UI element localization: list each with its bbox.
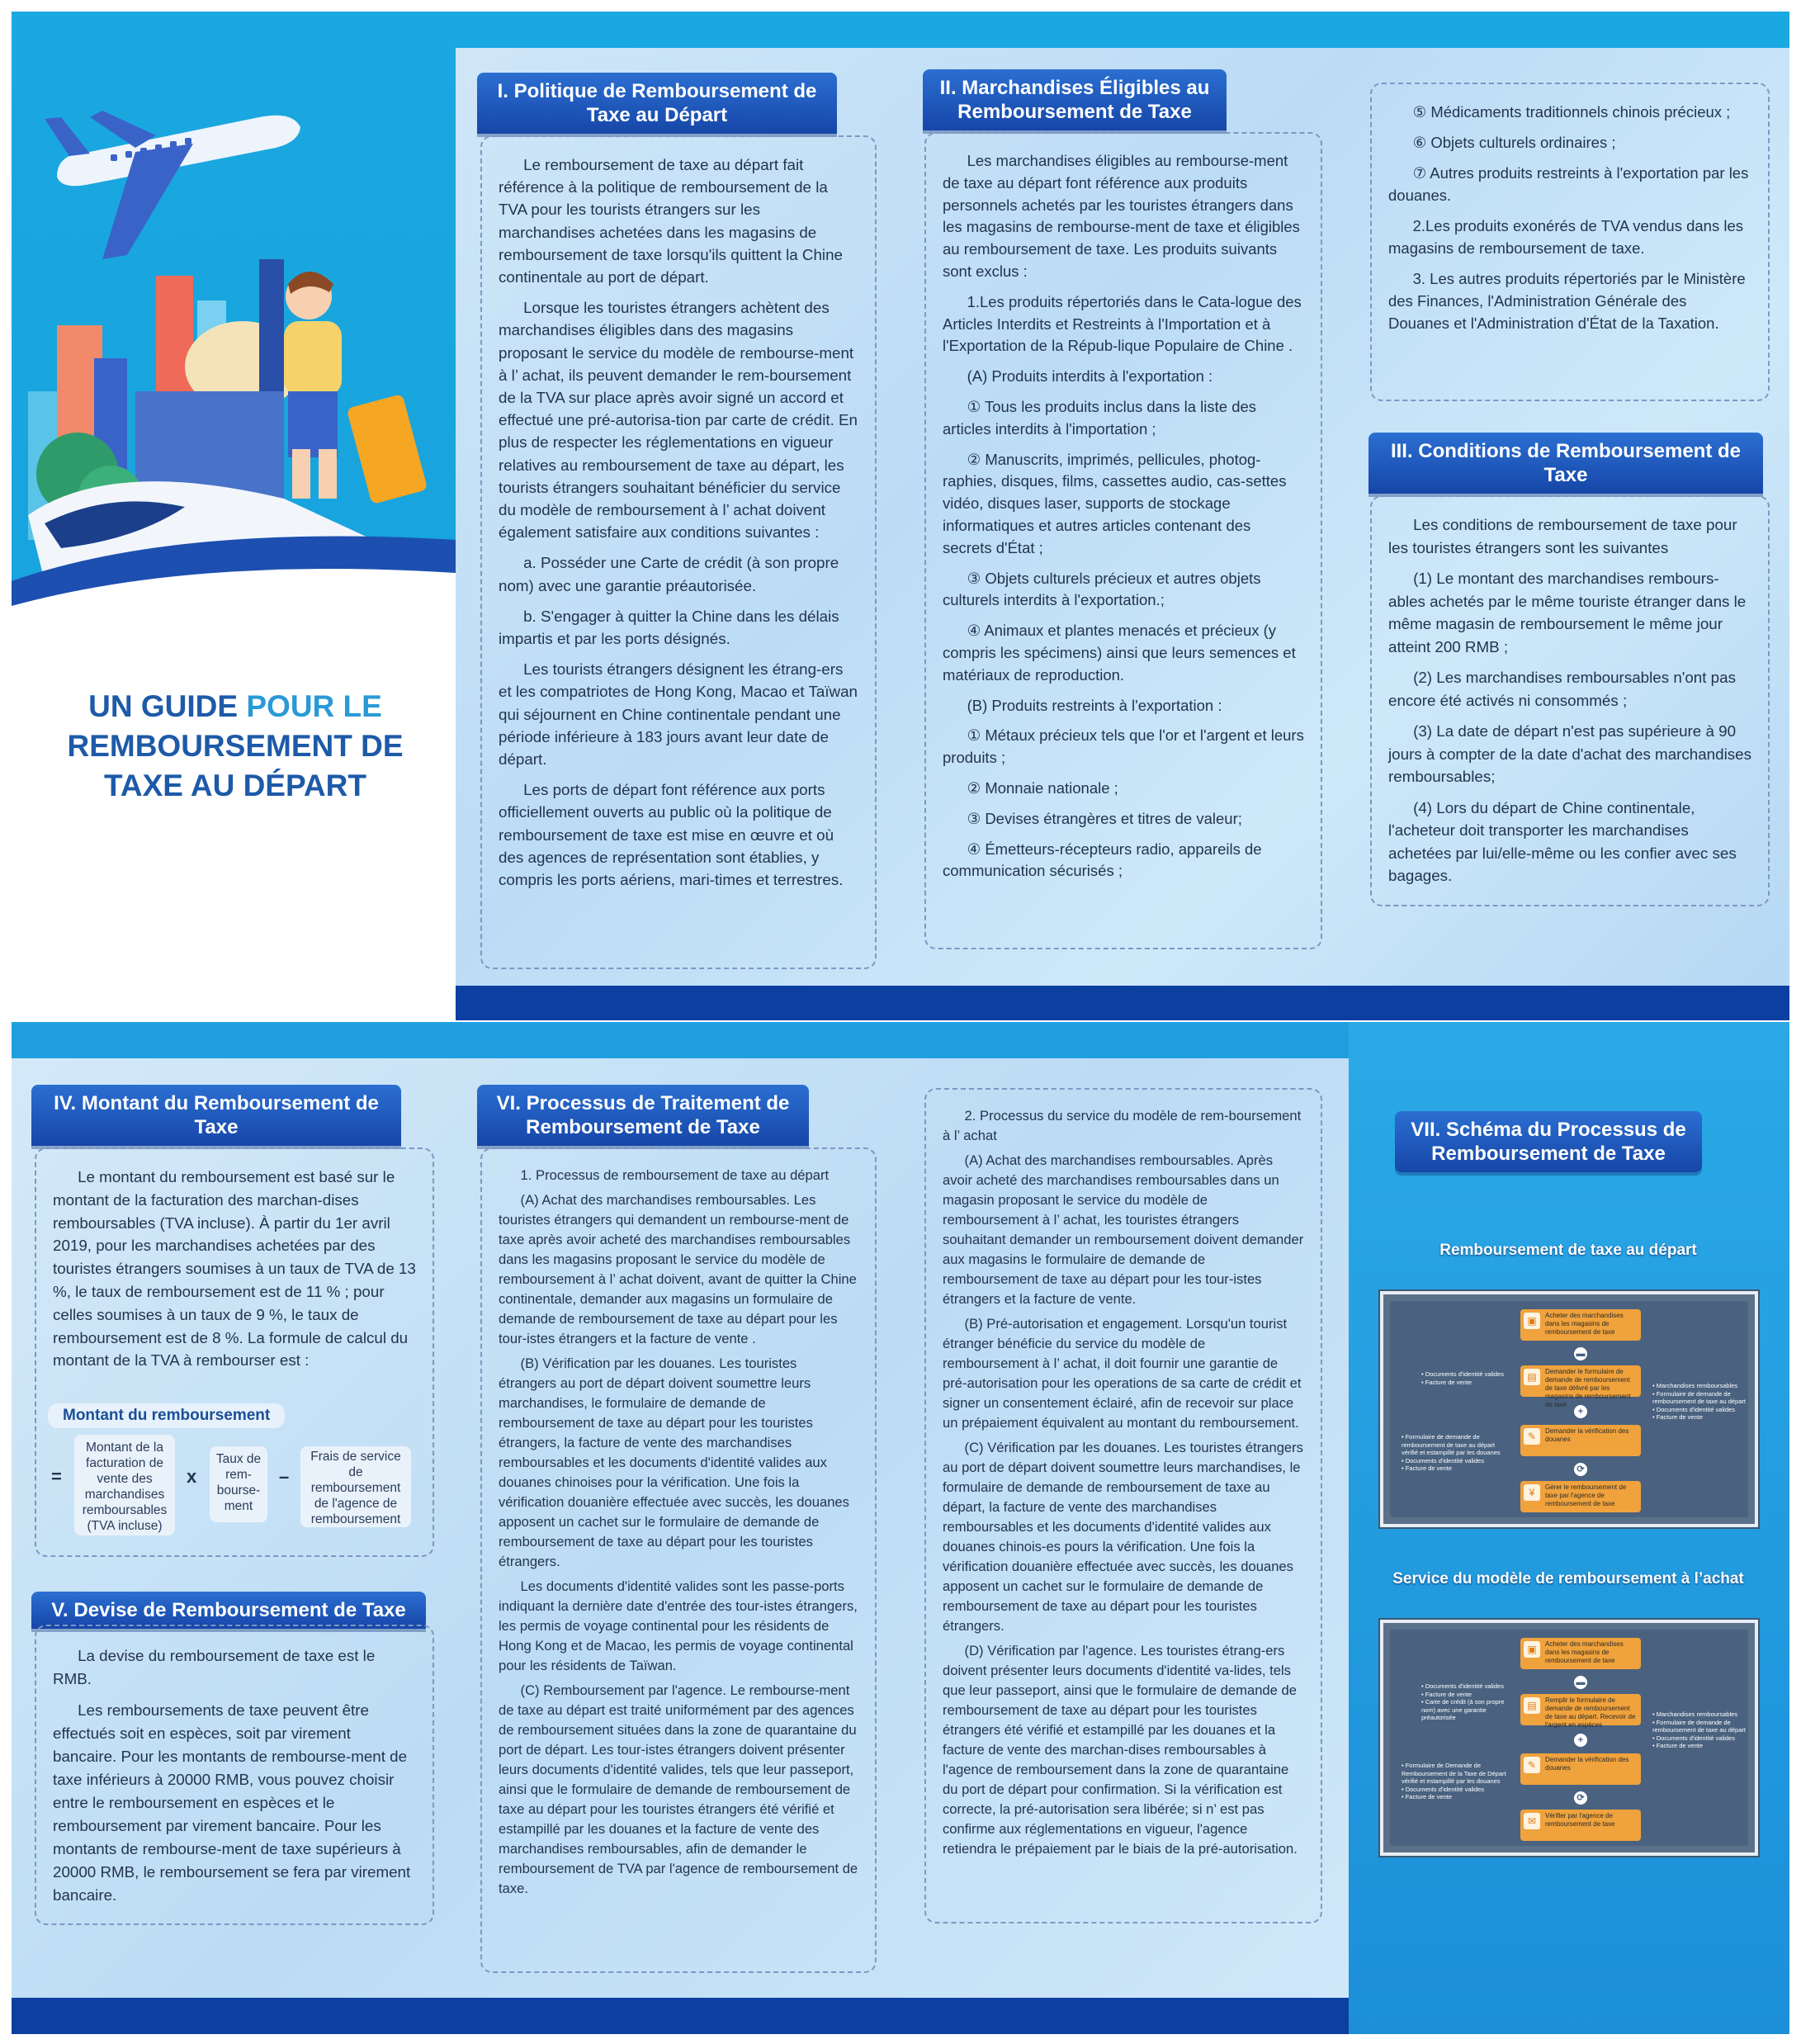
section3-paragraph: (4) Lors du départ de Chine continentale, l'acheteur doit transporter les marchandises achetées par lui/elle-même ou les confier avec ses bagages. xyxy=(1388,798,1737,884)
top-footer-strip xyxy=(456,986,1789,1020)
envelope-icon: ✉ xyxy=(1524,1813,1540,1829)
section3-paragraph: (2) Les marchandises remboursables n'ont pas encore été activés ni consommés ; xyxy=(1388,669,1736,709)
section2-paragraph: ② Monnaie nationale ; xyxy=(967,778,1118,797)
section6-paragraph: (B) Pré-autorisation et engagement. Lorsqu'un tourist étranger bénéficie du service du modèle de remboursement à l’ achat, il doit fournir une garantie de pré-autorisation pour les operations de sa carte de crédit et signer un consentement éclairé, afin de recevoir sur place un prépaiement équivalent au montant du remboursement. xyxy=(943,1316,1302,1431)
diagram2-note: • Marchandises remboursables • Formulaire de demande de remboursement de taxe au départ • Documents d'identité valides • Facture de vente xyxy=(1652,1710,1746,1749)
section6-paragraph: (A) Achat des marchandises remboursables. Les touristes étrangers qui demandent un rembourse-ment de taxe après avoir acheté des marchandises remboursables dans les magasins proposant le service du modèle de remboursement à l’ achat doivent, avant de quitter la Chine continentale, demander aux magasins un formulaire de demande de remboursement de taxe au départ pour les tour-istes étrangers et la facture de vente . xyxy=(499,1192,857,1346)
diagram1-note: • Documents d'identité valides • Facture de vente xyxy=(1421,1370,1504,1386)
section1-box xyxy=(480,135,877,969)
section5-paragraph: La devise du remboursement de taxe est le RMB. xyxy=(53,1647,376,1687)
cash-icon: ▤ xyxy=(1524,1697,1540,1714)
section1-paragraph: Les tourists étrangers désignent les étrang-ers et les compatriotes de Hong Kong, Macao et Taïwan qui séjournent en Chine continentale pendant une période inférieure à 183 jours avant leur date de départ. xyxy=(499,660,858,769)
diagram1-step: ▤ Demander le formulaire de demande de remboursement de taxe délivré par les magasins de remboursement de taxe xyxy=(1520,1365,1641,1397)
diagram1-connector: + xyxy=(1574,1405,1587,1418)
shopping-bag-icon: ▣ xyxy=(1524,1641,1540,1658)
section6-continued-box xyxy=(924,1088,1322,1923)
section2-paragraph: 2.Les produits exonérés de TVA vendus dans les magasins de remboursement de taxe. xyxy=(1388,217,1743,257)
section6-paragraph: (C) Remboursement par l'agence. Le rembourse-ment de taxe au départ est traité uniformément par des agences de remboursement situées dans la zone de quarantaine du port de départ. Les tour-istes étrangers doivent présenter leurs documents d'identité valides, tels que leur passeport, ainsi que le formulaire de demande de remboursement de taxe au départ pour les touristes étrangers été vérifié et estampillé par les douanes et la facture de vente des marchandises remboursables, afin de demander le remboursement de TVA par l'agence de remboursement de taxe. xyxy=(499,1682,858,1896)
clipboard-icon: ✎ xyxy=(1524,1757,1540,1773)
diagram2 xyxy=(1380,1620,1758,1856)
top-band xyxy=(456,12,1789,48)
section2-paragraph: ⑥ Objets culturels ordinaires ; xyxy=(1412,134,1616,151)
formula-times: x xyxy=(187,1466,197,1487)
section6-paragraph: (C) Vérification par les douanes. Les touristes étrangers au port de départ doivent soumettre leurs marchandises, le formulaire de demande de remboursement de taxe au départ, la facture de vente des marchandises remboursables et les documents d'identité valides aux douanes chinois-es pours la vérification. Une fois la vérification douanière effectuée avec succès, les douanes apposent un cachet sur le formulaire de demande de remboursement de taxe au départ pour les touristes étrangers. xyxy=(943,1440,1303,1634)
section2-title: II. Marchandises Éligibles au Remboursement de Taxe xyxy=(923,69,1227,130)
section2-paragraph: Les marchandises éligibles au remboursе-ment de taxe au départ font référence aux produits personnels achetés par les touristes étrangers dans les magasins de rembourse-ment de taxe et éligibles au remboursement de taxe. Les produits suivants sont exclus : xyxy=(943,152,1300,280)
section2-paragraph: ② Manuscrits, imprimés, pellicules, photog-raphies, disques, films, cassettes audio, cas-settes vidéo, disques laser, supports de stockage informatiques et autres articles contenant des secrets d'État ; xyxy=(943,450,1287,556)
diagram2-connector: ⟳ xyxy=(1574,1791,1587,1805)
section2-paragraph: (B) Produits restreints à l'exportation : xyxy=(967,696,1222,714)
diagram1-step: ▣ Acheter des marchandises dans les magasins de remboursement de taxe xyxy=(1520,1309,1641,1341)
diagram1-connector: ▬ xyxy=(1574,1347,1587,1360)
formula-term-rate: Taux de rem-bourse-ment xyxy=(210,1446,267,1522)
diagram1 xyxy=(1380,1291,1758,1527)
section2-paragraph: ⑦ Autres produits restreints à l'exportation par les douanes. xyxy=(1388,164,1749,204)
section2-paragraph: (A) Produits interdits à l'exportation : xyxy=(967,367,1213,386)
section1-paragraph: Lorsque les touristes étrangers achètent des marchandises éligibles dans des magasins proposant le service du modèle de rembourse-ment à l’ achat, ils peuvent demander le rem-boursement de la TVA sur place après avoir signé un accord et effectué une pré-autorisa-tion par carte de crédit. En plus de respecter les réglementations en vigueur relatives au remboursement de taxe au départ, les tourists étrangers souhaitant bénéficier du service du modèle de remboursement à l’ achat doivent également satisfaire aux conditions suivantes : xyxy=(499,299,858,542)
document-icon: ▤ xyxy=(1524,1369,1540,1385)
section2-paragraph: ③ Objets culturels précieux et autres objets culturels interdits à l'exportation.; xyxy=(943,569,1261,609)
diagram1-connector: ⟳ xyxy=(1574,1463,1587,1476)
section1-paragraph: b. S'engager à quitter la Chine dans les délais impartis et par les ports désignés. xyxy=(499,607,839,648)
section2-paragraph: ④ Émetteurs-récepteurs radio, appareils de communication sécurisés ; xyxy=(943,840,1262,880)
section2-paragraph: ① Métaux précieux tels que l'or et l'argent et leurs produits ; xyxy=(943,726,1304,767)
section3-paragraph: Les conditions de remboursement de taxe pour les touristes étrangers sont les suivantes xyxy=(1388,516,1737,556)
diagram2-note: • Documents d'identité valides • Facture de vente • Carte de crédit (à son propre nom) avec une garantie préautorisée xyxy=(1421,1682,1505,1721)
section2-continued-box xyxy=(1370,83,1770,401)
section1-title: I. Politique de Remboursement de Taxe au Départ xyxy=(477,73,837,134)
diagram1-note: • Marchandises remboursables • Formulaire de demande de remboursement de taxe au départ • Documents d'identité valides • Facture de vente xyxy=(1652,1382,1746,1421)
section4-title: IV. Montant du Remboursement de Taxe xyxy=(31,1085,401,1146)
stamp-icon: ¥ xyxy=(1524,1484,1540,1501)
formula-term-billing: Montant de la facturation de vente des marchandises remboursables (TVA incluse) xyxy=(74,1435,175,1535)
section2-box xyxy=(924,132,1322,949)
section3-title: III. Conditions de Remboursement de Taxe xyxy=(1368,433,1763,494)
diagram1-label: Remboursement de taxe au départ xyxy=(1439,1242,1697,1259)
shopping-bag-icon: ▣ xyxy=(1524,1313,1540,1329)
schema-panel-bg xyxy=(1349,1022,1789,2034)
section2-paragraph: ④ Animaux et plantes menacés et précieux (y compris les spécimens) ainsi que leurs semences et matériaux de reproduction. xyxy=(943,622,1296,684)
section2-paragraph: 3. Les autres produits répertoriés par le Ministère des Finances, l'Administration Générale des Douanes et l'Administration d'État de la Taxation. xyxy=(1388,270,1746,332)
section3-paragraph: (1) Le montant des marchandises rembours-ables achetés par le même touriste étranger dans le même magasin de remboursement le même jour atteint 200 RMB ; xyxy=(1388,570,1747,655)
diagram2-label: Service du modèle de remboursement à l’achat xyxy=(1392,1570,1744,1587)
bottom-footer-strip xyxy=(12,1998,1349,2034)
section6-paragraph: 2. Processus du service du modèle de rem-boursement à l’ achat xyxy=(943,1108,1302,1143)
diagram2-step: ▤ Remplir le formulaire de demande de remboursement de taxe au départ. Recevoir de l'argent en espèces xyxy=(1520,1694,1641,1725)
section5-paragraph: Les remboursements de taxe peuvent être effectués soit en espèces, soit par virement bancaire. Pour les montants de rembourse-ment de taxe inférieurs à 20000 RMB, vous pouvez choisir entre le remboursement en espèces et le remboursement par virement bancaire. Pour les montants de rembourse-ment de taxe supérieurs à 20000 RMB, le remboursement se fera par virement bancaire. xyxy=(53,1701,411,1904)
section1-paragraph: Le remboursement de taxe au départ fait référence à la politique de remboursement de la TVA pour les tourists étrangers sur les marchandises achetées dans les magasins de remboursement de taxe lorsqu'ils quittent la Chine continentale au port de départ. xyxy=(499,156,843,286)
section1-paragraph: Les ports de départ font référence aux ports officiellement ouverts au public où la politique de remboursement de taxe est mise en œuvre et où des agences de représentation sont établies, y compris les ports aériens, mari-times et terrestres. xyxy=(499,781,844,889)
diagram2-step: ✎ Demander la vérification des douanes xyxy=(1520,1753,1641,1785)
section6-box xyxy=(480,1147,877,1973)
section3-paragraph: (3) La date de départ n'est pas supérieure à 90 jours à compter de la date d'achat des marchandises remboursables; xyxy=(1388,722,1751,785)
section4-paragraph: Le montant du remboursement est basé sur le montant de la facturation des marchan-dises remboursables (TVA incluse). À partir du 1er avril 2019, pour les marchandises achetées par des touristes étrangers soumises à un taux de TVA de 13 %, le taux de remboursement est de 11 % ; pour celles soumises à un taux de 9 %, le taux de remboursement est de 8 %. La formule de calcul du montant de la TVA à rembourser est : xyxy=(53,1168,416,1370)
airplane-icon xyxy=(45,111,300,259)
diagram2-step: ▣ Acheter des marchandises dans les magasins de remboursement de taxe xyxy=(1520,1638,1641,1669)
section2-paragraph: ③ Devises étrangères et titres de valeur; xyxy=(967,809,1242,827)
diagram2-connector: + xyxy=(1574,1734,1587,1747)
section1-paragraph: a. Posséder une Carte de crédit (à son propre nom) avec une garantie préautorisée. xyxy=(499,554,839,594)
diagram2-connector: ▬ xyxy=(1574,1676,1587,1689)
section6-paragraph: Les documents d'identité valides sont les passe-ports indiquant la dernière date d'entrée des tour-istes étrangers, les permis de voyage continental pour les résidents de Hong Kong et de Macao, les permis de voyage continental pour les résidents de Taïwan. xyxy=(499,1578,858,1673)
section6-paragraph: 1. Processus de remboursement de taxe au départ xyxy=(520,1167,830,1183)
section6-paragraph: (A) Achat des marchandises remboursables. Après avoir acheté des marchandises remboursables dans un magasin proposant le service du modèle de remboursement à l’ achat, les touristes étrangers souhaitant demander un remboursement doivent demander aux magasins le formulaire de demande de remboursement de taxe au départ pour les tour-istes étrangers et la facture de vente. xyxy=(943,1152,1304,1307)
section6-title: VI. Processus de Traitement de Remboursement de Taxe xyxy=(477,1085,809,1146)
formula-equals: = xyxy=(51,1466,62,1487)
diagram1-note: • Formulaire de demande de remboursement de taxe au départ vérifié et estampillé par les douanes • Documents d'identité valides • Facture de vente xyxy=(1402,1433,1501,1472)
section2-paragraph: ⑤ Médicaments traditionnels chinois précieux ; xyxy=(1412,103,1731,121)
cover-title: UN GUIDE POUR LE REMBOURSEMENT DE TAXE AU DÉPART xyxy=(67,689,404,802)
section5-box xyxy=(35,1625,434,1925)
section6-paragraph: (D) Vérification par l'agence. Les touristes étrang-ers doivent présenter leurs documents d'identité va-lides, tels que leur passeport, ainsi que le formulaire de demande de remboursement de taxe au départ pour les touristes étrangers été vérifié et estampillé par les douanes et la facture de vente des marchan-dises remboursables à l'agence de remboursement dans la zone de quarantaine du port de départ pour confirmation. Si la vérification est correcte, la pré-autorisation sera libérée; si n’ est pas confirme aux réglementations en vigueur, l'agence retiendra le prépaiement par le biais de la pré-autorisation. xyxy=(943,1643,1298,1857)
formula-minus: – xyxy=(279,1466,290,1487)
section5-title: V. Devise de Remboursement de Taxe xyxy=(31,1592,426,1629)
formula-term-fees: Frais de service de remboursement de l'agence de remboursement xyxy=(300,1446,411,1527)
diagram1-step: ¥ Gérer le remboursement de taxe par l'agence de remboursement de taxe xyxy=(1520,1481,1641,1512)
section3-box xyxy=(1370,495,1770,906)
diagram2-step: ✉ Vérifier par l'agence de remboursement de taxe xyxy=(1520,1810,1641,1841)
diagram1-step: ✎ Demander la vérification des douanes xyxy=(1520,1425,1641,1456)
section6-paragraph: (B) Vérification par les douanes. Les touristes étrangers au port de départ doivent soumettre leurs marchandises, le formulaire de demande de remboursement de taxe au départ pour les touristes étrangers, la facture de vente des marchandises remboursables et les documents d'identité valides aux douanes chinoises pour la vérification. Une fois la vérification douanière effectuée avec succès, les douanes apposent un cachet sur le formulaire de demande de remboursement de taxe au départ pour les touristes étrangers. xyxy=(499,1356,849,1569)
formula-label: Montant du remboursement xyxy=(48,1403,285,1428)
section7-title: VII. Schéma du Processus de Remboursement de Taxe xyxy=(1395,1111,1702,1172)
section2-paragraph: 1.Les produits répertoriés dans le Cata-logue des Articles Interdits et Restreints à l'Importation et à l'Exportation de la Répub-lique Populaire de Chine . xyxy=(943,292,1302,355)
diagram2-note: • Formulaire de Demande de Remboursement de la Taxe de Départ vérifié et estampillé par les douanes • Documents d'identité valides • Facture de vente xyxy=(1402,1762,1506,1800)
cover-illustration xyxy=(12,12,456,631)
section2-paragraph: ① Tous les produits inclus dans la liste des articles interdits à l'importation ; xyxy=(943,397,1257,438)
clipboard-icon: ✎ xyxy=(1524,1428,1540,1445)
